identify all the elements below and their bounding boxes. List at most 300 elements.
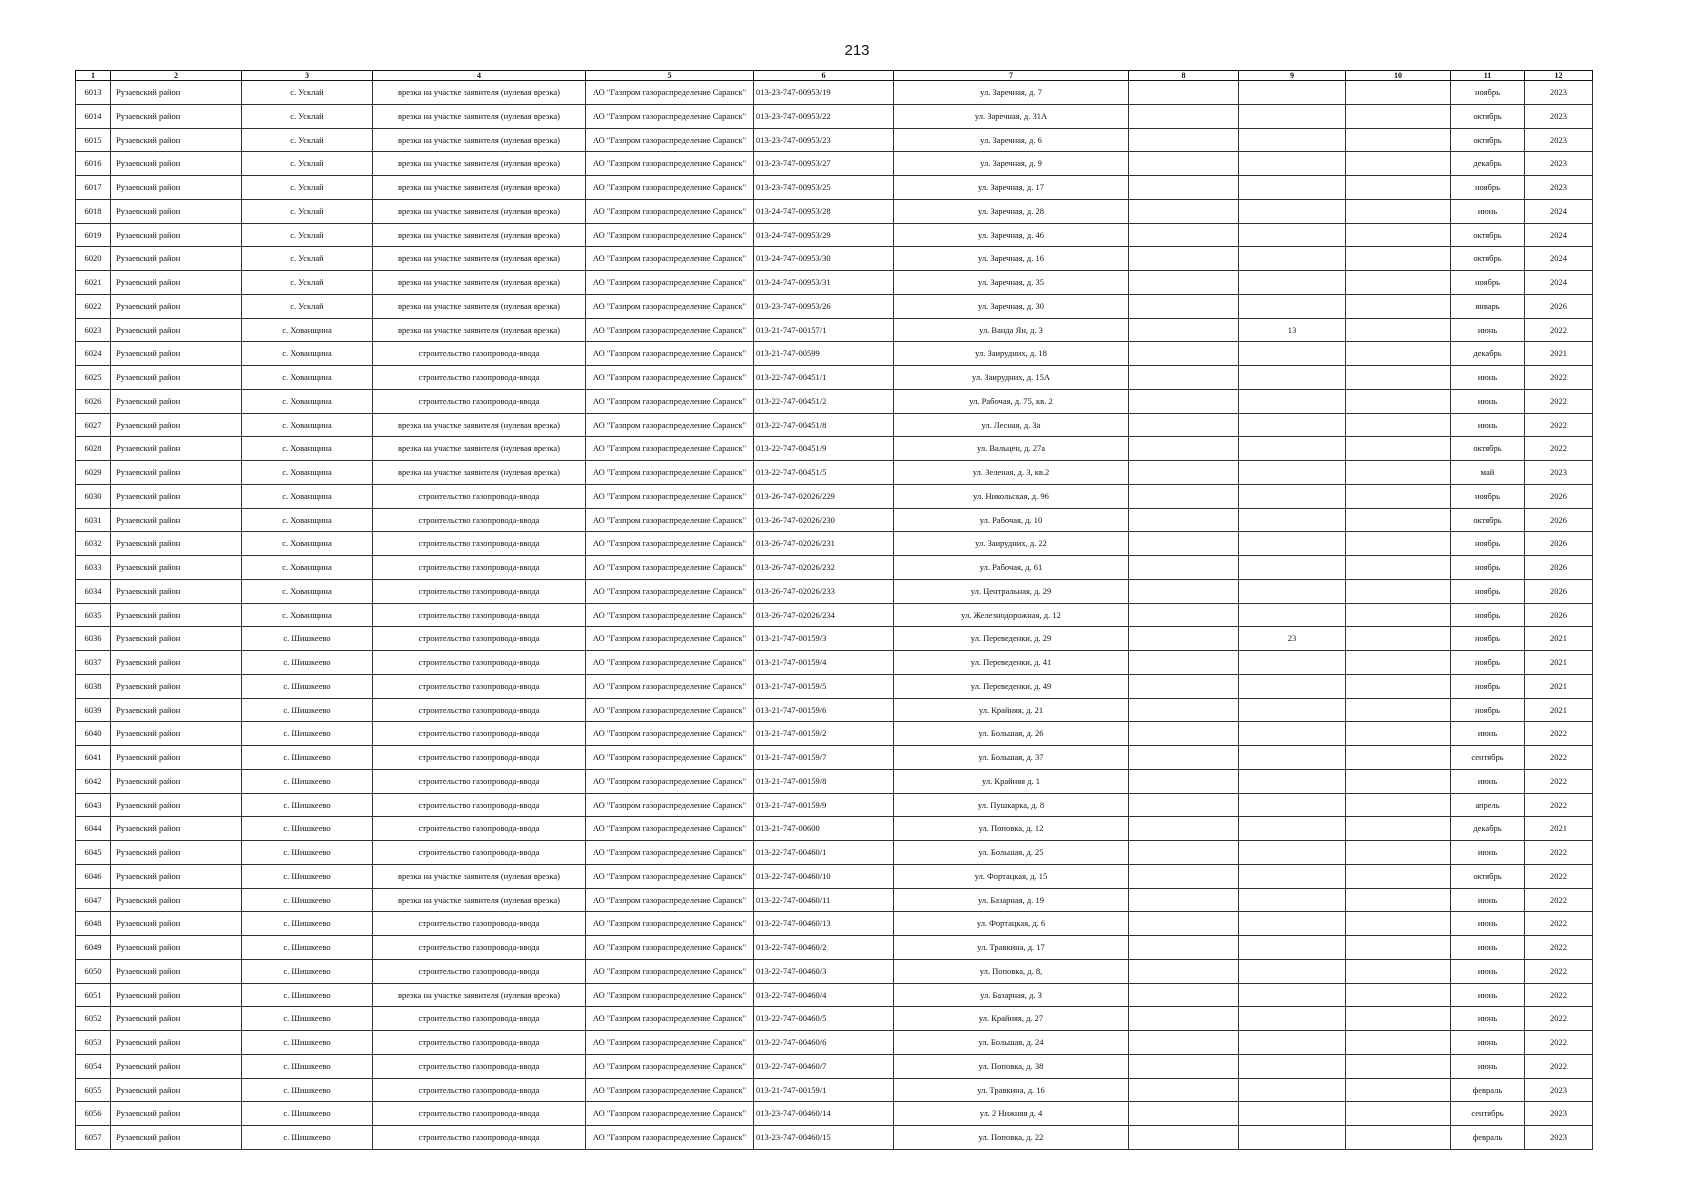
application-number-cell: 013-21-747-00159/8	[754, 769, 894, 793]
col10-cell	[1346, 746, 1451, 770]
table-row	[76, 579, 1593, 603]
address-cell: ул. Заречная, д. 28	[894, 199, 1129, 223]
year-cell: 2021	[1525, 674, 1593, 698]
row-number-cell: 6047	[76, 888, 111, 912]
district-cell: Рузаевский район	[111, 128, 242, 152]
address-cell: ул. Заирудних, д. 22	[894, 532, 1129, 556]
district-cell: Рузаевский район	[111, 674, 242, 698]
table-row	[76, 176, 1593, 200]
address-cell: ул. Рабочая, д. 10	[894, 508, 1129, 532]
col8-cell	[1129, 912, 1239, 936]
month-cell: сентябрь	[1451, 1102, 1525, 1126]
column-header: 3	[242, 71, 373, 81]
table-row	[76, 817, 1593, 841]
application-number-cell: 013-21-747-00157/1	[754, 318, 894, 342]
col8-cell	[1129, 294, 1239, 318]
work-type-cell: строительство газопровода-ввода	[373, 627, 586, 651]
table-row	[76, 1126, 1593, 1150]
col8-cell	[1129, 223, 1239, 247]
locality-cell: с. Шишкеево	[242, 769, 373, 793]
col10-cell	[1346, 508, 1451, 532]
application-number-cell: 013-23-747-00953/22	[754, 104, 894, 128]
table-row	[76, 294, 1593, 318]
address-cell: ул. Поповка, д. 12	[894, 817, 1129, 841]
row-number-cell: 6015	[76, 128, 111, 152]
table-row	[76, 152, 1593, 176]
col8-cell	[1129, 1054, 1239, 1078]
organization-cell: АО "Газпром газораспределение Саранск"	[586, 817, 754, 841]
month-cell: июнь	[1451, 318, 1525, 342]
district-cell: Рузаевский район	[111, 342, 242, 366]
organization-cell: АО "Газпром газораспределение Саранск"	[586, 247, 754, 271]
address-cell: ул. Фортацкая, д. 15	[894, 864, 1129, 888]
col8-cell	[1129, 983, 1239, 1007]
col9-cell	[1239, 936, 1346, 960]
locality-cell: с. Хованщина	[242, 437, 373, 461]
locality-cell: с. Шишкеево	[242, 936, 373, 960]
month-cell: октябрь	[1451, 864, 1525, 888]
district-cell: Рузаевский район	[111, 864, 242, 888]
col8-cell	[1129, 556, 1239, 580]
table-row	[76, 366, 1593, 390]
col10-cell	[1346, 912, 1451, 936]
application-number-cell: 013-22-747-00451/1	[754, 366, 894, 390]
organization-cell: АО "Газпром газораспределение Саранск"	[586, 651, 754, 675]
work-type-cell: строительство газопровода-ввода	[373, 769, 586, 793]
locality-cell: с. Хованщина	[242, 366, 373, 390]
address-cell: ул. Переведенки, д. 49	[894, 674, 1129, 698]
district-cell: Рузаевский район	[111, 1078, 242, 1102]
address-cell: ул. Пушкарка, д. 8	[894, 793, 1129, 817]
col10-cell	[1346, 674, 1451, 698]
col9-cell	[1239, 817, 1346, 841]
application-number-cell: 013-22-747-00460/7	[754, 1054, 894, 1078]
column-header: 5	[586, 71, 754, 81]
col8-cell	[1129, 1126, 1239, 1150]
organization-cell: АО "Газпром газораспределение Саранск"	[586, 1007, 754, 1031]
table-row	[76, 603, 1593, 627]
work-type-cell: строительство газопровода-ввода	[373, 366, 586, 390]
row-number-cell: 6033	[76, 556, 111, 580]
organization-cell: АО "Газпром газораспределение Саранск"	[586, 413, 754, 437]
month-cell: ноябрь	[1451, 627, 1525, 651]
district-cell: Рузаевский район	[111, 271, 242, 295]
table-row	[76, 1054, 1593, 1078]
locality-cell: с. Шишкеево	[242, 817, 373, 841]
column-header: 11	[1451, 71, 1525, 81]
col8-cell	[1129, 1007, 1239, 1031]
locality-cell: с. Хованщина	[242, 603, 373, 627]
organization-cell: АО "Газпром газораспределение Саранск"	[586, 366, 754, 390]
year-cell: 2023	[1525, 1126, 1593, 1150]
month-cell: ноябрь	[1451, 579, 1525, 603]
col8-cell	[1129, 841, 1239, 865]
table-row	[76, 746, 1593, 770]
row-number-cell: 6044	[76, 817, 111, 841]
month-cell: июнь	[1451, 1054, 1525, 1078]
col9-cell	[1239, 864, 1346, 888]
column-header: 9	[1239, 71, 1346, 81]
year-cell: 2022	[1525, 936, 1593, 960]
work-type-cell: строительство газопровода-ввода	[373, 342, 586, 366]
col9-cell	[1239, 128, 1346, 152]
row-number-cell: 6018	[76, 199, 111, 223]
locality-cell: с. Хованщина	[242, 532, 373, 556]
district-cell: Рузаевский район	[111, 413, 242, 437]
organization-cell: АО "Газпром газораспределение Саранск"	[586, 983, 754, 1007]
month-cell: октябрь	[1451, 128, 1525, 152]
table-row	[76, 1078, 1593, 1102]
month-cell: июнь	[1451, 959, 1525, 983]
month-cell: ноябрь	[1451, 651, 1525, 675]
year-cell: 2022	[1525, 437, 1593, 461]
col10-cell	[1346, 888, 1451, 912]
district-cell: Рузаевский район	[111, 698, 242, 722]
work-type-cell: врезка на участке заявителя (нулевая врезка)	[373, 223, 586, 247]
col10-cell	[1346, 579, 1451, 603]
district-cell: Рузаевский район	[111, 1031, 242, 1055]
year-cell: 2021	[1525, 627, 1593, 651]
col8-cell	[1129, 366, 1239, 390]
work-type-cell: строительство газопровода-ввода	[373, 722, 586, 746]
organization-cell: АО "Газпром газораспределение Саранск"	[586, 508, 754, 532]
row-number-cell: 6046	[76, 864, 111, 888]
district-cell: Рузаевский район	[111, 746, 242, 770]
year-cell: 2022	[1525, 959, 1593, 983]
row-number-cell: 6030	[76, 484, 111, 508]
col10-cell	[1346, 936, 1451, 960]
locality-cell: с. Шишкеево	[242, 746, 373, 770]
locality-cell: с. Усклай	[242, 81, 373, 105]
locality-cell: с. Усклай	[242, 176, 373, 200]
work-type-cell: строительство газопровода-ввода	[373, 793, 586, 817]
col9-cell	[1239, 841, 1346, 865]
address-cell: ул. Поповка, д. 8,	[894, 959, 1129, 983]
col8-cell	[1129, 817, 1239, 841]
table-row	[76, 532, 1593, 556]
year-cell: 2022	[1525, 1054, 1593, 1078]
district-cell: Рузаевский район	[111, 769, 242, 793]
application-number-cell: 013-21-747-00159/3	[754, 627, 894, 651]
district-cell: Рузаевский район	[111, 81, 242, 105]
organization-cell: АО "Газпром газораспределение Саранск"	[586, 342, 754, 366]
col9-cell	[1239, 769, 1346, 793]
locality-cell: с. Шишкеево	[242, 1007, 373, 1031]
organization-cell: АО "Газпром газораспределение Саранск"	[586, 769, 754, 793]
column-header: 10	[1346, 71, 1451, 81]
work-type-cell: строительство газопровода-ввода	[373, 746, 586, 770]
work-type-cell: строительство газопровода-ввода	[373, 841, 586, 865]
col9-cell	[1239, 888, 1346, 912]
month-cell: декабрь	[1451, 152, 1525, 176]
row-number-cell: 6034	[76, 579, 111, 603]
table-row	[76, 81, 1593, 105]
district-cell: Рузаевский район	[111, 223, 242, 247]
col8-cell	[1129, 864, 1239, 888]
month-cell: октябрь	[1451, 104, 1525, 128]
work-type-cell: строительство газопровода-ввода	[373, 959, 586, 983]
table-row	[76, 1007, 1593, 1031]
address-cell: ул. Заречная, д. 17	[894, 176, 1129, 200]
year-cell: 2022	[1525, 841, 1593, 865]
month-cell: июнь	[1451, 199, 1525, 223]
col8-cell	[1129, 1031, 1239, 1055]
month-cell: октябрь	[1451, 508, 1525, 532]
row-number-cell: 6050	[76, 959, 111, 983]
address-cell: ул. Фортацкая, д. 6	[894, 912, 1129, 936]
application-number-cell: 013-22-747-00460/3	[754, 959, 894, 983]
district-cell: Рузаевский район	[111, 556, 242, 580]
year-cell: 2023	[1525, 128, 1593, 152]
application-number-cell: 013-22-747-00451/2	[754, 389, 894, 413]
locality-cell: с. Шишкеево	[242, 651, 373, 675]
row-number-cell: 6041	[76, 746, 111, 770]
table-row	[76, 437, 1593, 461]
address-cell: ул. Заречная, д. 30	[894, 294, 1129, 318]
locality-cell: с. Хованщина	[242, 413, 373, 437]
organization-cell: АО "Газпром газораспределение Саранск"	[586, 318, 754, 342]
row-number-cell: 6052	[76, 1007, 111, 1031]
table-row	[76, 342, 1593, 366]
col9-cell	[1239, 532, 1346, 556]
year-cell: 2021	[1525, 698, 1593, 722]
district-cell: Рузаевский район	[111, 247, 242, 271]
district-cell: Рузаевский район	[111, 627, 242, 651]
organization-cell: АО "Газпром газораспределение Саранск"	[586, 627, 754, 651]
application-number-cell: 013-22-747-00460/6	[754, 1031, 894, 1055]
column-header: 1	[76, 71, 111, 81]
address-cell: ул. Заречная, д. 9	[894, 152, 1129, 176]
locality-cell: с. Усклай	[242, 199, 373, 223]
row-number-cell: 6056	[76, 1102, 111, 1126]
row-number-cell: 6040	[76, 722, 111, 746]
work-type-cell: врезка на участке заявителя (нулевая врезка)	[373, 413, 586, 437]
col8-cell	[1129, 104, 1239, 128]
month-cell: февраль	[1451, 1078, 1525, 1102]
month-cell: ноябрь	[1451, 271, 1525, 295]
district-cell: Рузаевский район	[111, 603, 242, 627]
row-number-cell: 6026	[76, 389, 111, 413]
organization-cell: АО "Газпром газораспределение Саранск"	[586, 176, 754, 200]
address-cell: ул. Большая, д. 26	[894, 722, 1129, 746]
col8-cell	[1129, 746, 1239, 770]
col9-cell	[1239, 1031, 1346, 1055]
month-cell: июнь	[1451, 936, 1525, 960]
application-number-cell: 013-23-747-00953/23	[754, 128, 894, 152]
locality-cell: с. Хованщина	[242, 484, 373, 508]
row-number-cell: 6048	[76, 912, 111, 936]
table-row	[76, 651, 1593, 675]
row-number-cell: 6024	[76, 342, 111, 366]
organization-cell: АО "Газпром газораспределение Саранск"	[586, 1078, 754, 1102]
month-cell: июнь	[1451, 1007, 1525, 1031]
col9-cell	[1239, 793, 1346, 817]
month-cell: ноябрь	[1451, 603, 1525, 627]
year-cell: 2022	[1525, 1031, 1593, 1055]
col8-cell	[1129, 484, 1239, 508]
district-cell: Рузаевский район	[111, 912, 242, 936]
work-type-cell: врезка на участке заявителя (нулевая врезка)	[373, 864, 586, 888]
organization-cell: АО "Газпром газораспределение Саранск"	[586, 199, 754, 223]
application-number-cell: 013-22-747-00451/8	[754, 413, 894, 437]
col10-cell	[1346, 603, 1451, 627]
application-number-cell: 013-23-747-00953/19	[754, 81, 894, 105]
application-number-cell: 013-24-747-00953/28	[754, 199, 894, 223]
work-type-cell: строительство газопровода-ввода	[373, 603, 586, 627]
address-cell: ул. Зеленая, д. 3, кв.2	[894, 461, 1129, 485]
year-cell: 2026	[1525, 484, 1593, 508]
district-cell: Рузаевский район	[111, 1102, 242, 1126]
col9-cell	[1239, 508, 1346, 532]
row-number-cell: 6038	[76, 674, 111, 698]
year-cell: 2024	[1525, 271, 1593, 295]
col10-cell	[1346, 864, 1451, 888]
address-cell: ул. Крайняя, д. 21	[894, 698, 1129, 722]
col8-cell	[1129, 128, 1239, 152]
district-cell: Рузаевский район	[111, 817, 242, 841]
col9-cell: 13	[1239, 318, 1346, 342]
col9-cell	[1239, 651, 1346, 675]
application-number-cell: 013-24-747-00953/30	[754, 247, 894, 271]
locality-cell: с. Хованщина	[242, 508, 373, 532]
address-cell: ул. Травкина, д. 16	[894, 1078, 1129, 1102]
row-number-cell: 6036	[76, 627, 111, 651]
col10-cell	[1346, 1031, 1451, 1055]
organization-cell: АО "Газпром газораспределение Саранск"	[586, 793, 754, 817]
table-row	[76, 864, 1593, 888]
col10-cell	[1346, 247, 1451, 271]
application-number-cell: 013-22-747-00460/4	[754, 983, 894, 1007]
col10-cell	[1346, 959, 1451, 983]
month-cell: октябрь	[1451, 437, 1525, 461]
col8-cell	[1129, 318, 1239, 342]
table-row	[76, 888, 1593, 912]
row-number-cell: 6025	[76, 366, 111, 390]
year-cell: 2024	[1525, 199, 1593, 223]
year-cell: 2022	[1525, 864, 1593, 888]
application-number-cell: 013-26-747-02026/233	[754, 579, 894, 603]
application-number-cell: 013-22-747-00451/5	[754, 461, 894, 485]
address-cell: ул. Базарная, д. 3	[894, 983, 1129, 1007]
year-cell: 2024	[1525, 247, 1593, 271]
application-number-cell: 013-23-747-00460/14	[754, 1102, 894, 1126]
col10-cell	[1346, 271, 1451, 295]
table-row	[76, 722, 1593, 746]
year-cell: 2026	[1525, 294, 1593, 318]
year-cell: 2021	[1525, 342, 1593, 366]
month-cell: октябрь	[1451, 247, 1525, 271]
work-type-cell: врезка на участке заявителя (нулевая врезка)	[373, 888, 586, 912]
locality-cell: с. Усклай	[242, 247, 373, 271]
col9-cell	[1239, 1126, 1346, 1150]
application-number-cell: 013-22-747-00460/13	[754, 912, 894, 936]
col10-cell	[1346, 1078, 1451, 1102]
address-cell: ул. Заречная, д. 16	[894, 247, 1129, 271]
application-number-cell: 013-26-747-02026/229	[754, 484, 894, 508]
address-cell: ул. Железнодорожная, д. 12	[894, 603, 1129, 627]
col9-cell	[1239, 959, 1346, 983]
locality-cell: с. Шишкеево	[242, 959, 373, 983]
work-type-cell: врезка на участке заявителя (нулевая врезка)	[373, 318, 586, 342]
table-row	[76, 674, 1593, 698]
col9-cell	[1239, 674, 1346, 698]
year-cell: 2022	[1525, 769, 1593, 793]
application-number-cell: 013-22-747-00460/2	[754, 936, 894, 960]
organization-cell: АО "Газпром газораспределение Саранск"	[586, 1102, 754, 1126]
col8-cell	[1129, 1078, 1239, 1102]
col9-cell	[1239, 579, 1346, 603]
col8-cell	[1129, 1102, 1239, 1126]
application-number-cell: 013-23-747-00953/27	[754, 152, 894, 176]
organization-cell: АО "Газпром газораспределение Саранск"	[586, 532, 754, 556]
locality-cell: с. Шишкеево	[242, 722, 373, 746]
application-number-cell: 013-21-747-00159/6	[754, 698, 894, 722]
col10-cell	[1346, 461, 1451, 485]
work-type-cell: строительство газопровода-ввода	[373, 389, 586, 413]
address-cell: ул. Заирудних, д. 18	[894, 342, 1129, 366]
col10-cell	[1346, 1007, 1451, 1031]
col8-cell	[1129, 579, 1239, 603]
year-cell: 2023	[1525, 461, 1593, 485]
work-type-cell: строительство газопровода-ввода	[373, 936, 586, 960]
col9-cell	[1239, 389, 1346, 413]
district-cell: Рузаевский район	[111, 437, 242, 461]
table-row	[76, 271, 1593, 295]
page-number: 213	[844, 42, 870, 59]
col9-cell	[1239, 104, 1346, 128]
year-cell: 2021	[1525, 817, 1593, 841]
organization-cell: АО "Газпром газораспределение Саранск"	[586, 271, 754, 295]
district-cell: Рузаевский район	[111, 722, 242, 746]
application-number-cell: 013-21-747-00159/2	[754, 722, 894, 746]
col8-cell	[1129, 959, 1239, 983]
locality-cell: с. Шишкеево	[242, 864, 373, 888]
district-cell: Рузаевский район	[111, 389, 242, 413]
organization-cell: АО "Газпром газораспределение Саранск"	[586, 484, 754, 508]
organization-cell: АО "Газпром газораспределение Саранск"	[586, 294, 754, 318]
row-number-cell: 6016	[76, 152, 111, 176]
year-cell: 2022	[1525, 912, 1593, 936]
year-cell: 2022	[1525, 366, 1593, 390]
year-cell: 2023	[1525, 152, 1593, 176]
row-number-cell: 6028	[76, 437, 111, 461]
address-cell: ул. Крайняя, д. 27	[894, 1007, 1129, 1031]
col8-cell	[1129, 342, 1239, 366]
table-row	[76, 936, 1593, 960]
application-number-cell: 013-22-747-00460/1	[754, 841, 894, 865]
organization-cell: АО "Газпром газораспределение Саранск"	[586, 81, 754, 105]
month-cell: ноябрь	[1451, 674, 1525, 698]
col9-cell	[1239, 722, 1346, 746]
application-number-cell: 013-21-747-00159/1	[754, 1078, 894, 1102]
month-cell: октябрь	[1451, 223, 1525, 247]
col10-cell	[1346, 176, 1451, 200]
col9-cell	[1239, 342, 1346, 366]
col10-cell	[1346, 223, 1451, 247]
application-number-cell: 013-26-747-02026/230	[754, 508, 894, 532]
row-number-cell: 6019	[76, 223, 111, 247]
district-cell: Рузаевский район	[111, 936, 242, 960]
organization-cell: АО "Газпром газораспределение Саранск"	[586, 1126, 754, 1150]
month-cell: январь	[1451, 294, 1525, 318]
locality-cell: с. Шишкеево	[242, 627, 373, 651]
col9-cell	[1239, 437, 1346, 461]
table-row	[76, 556, 1593, 580]
work-type-cell: строительство газопровода-ввода	[373, 484, 586, 508]
col10-cell	[1346, 342, 1451, 366]
table-row	[76, 698, 1593, 722]
locality-cell: с. Хованщина	[242, 342, 373, 366]
